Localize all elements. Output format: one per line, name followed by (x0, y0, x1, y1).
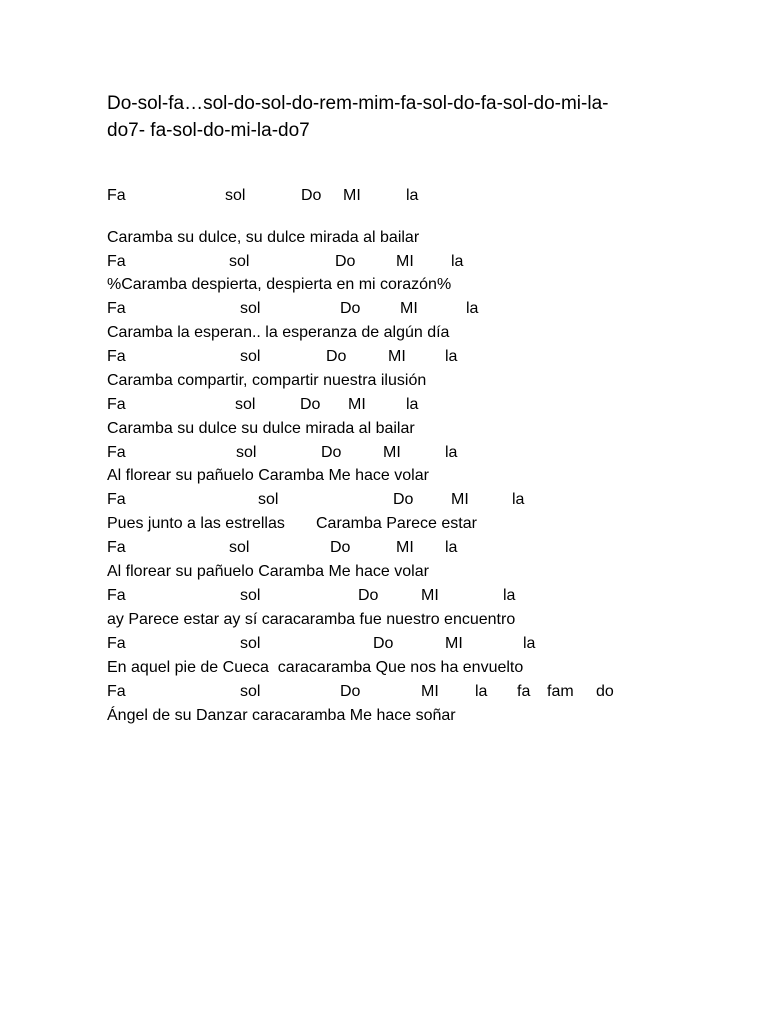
lyric-line: Caramba compartir, compartir nuestra ilusión (107, 372, 427, 389)
chord: Do (300, 396, 321, 413)
chord: Do (358, 587, 379, 604)
chord: sol (229, 253, 250, 270)
lyric-line: Caramba su dulce, su dulce mirada al bailar (107, 229, 420, 246)
chord: fam (547, 683, 574, 700)
chord: sol (235, 396, 256, 413)
chord: sol (240, 683, 261, 700)
chord: la (475, 683, 488, 700)
chord: Do (393, 491, 414, 508)
lyric-line (107, 514, 477, 534)
chord: Do (335, 253, 356, 270)
chord: Fa (107, 187, 126, 204)
chord: fa (517, 683, 531, 700)
chord: Fa (107, 587, 126, 604)
chord: MI (421, 683, 439, 700)
chord: MI (388, 348, 406, 365)
lyric-line: ay Parece estar ay sí caracaramba fue nuestro encuentro (107, 611, 516, 628)
intro-chord-sequence (107, 90, 667, 144)
chord: Do (330, 539, 351, 556)
lyric-line: Caramba su dulce su dulce mirada al bailar (107, 420, 415, 437)
chord: Fa (107, 539, 126, 556)
chord: Fa (107, 253, 126, 270)
chord: sol (229, 539, 250, 556)
chord: sol (240, 300, 261, 317)
chord: la (445, 348, 458, 365)
chord: sol (258, 491, 279, 508)
chord: sol (240, 348, 261, 365)
chord: Fa (107, 491, 126, 508)
lyric-line: Caramba la esperan.. la esperanza de algún día (107, 324, 450, 341)
chord: sol (236, 444, 257, 461)
lyric-line (107, 658, 523, 678)
chord: la (523, 635, 536, 652)
lyric-text: En aquel pie de Cueca caracaramba Que nos ha envuelto (107, 659, 524, 676)
chord: Fa (107, 396, 126, 413)
chord: Do (326, 348, 347, 365)
chord: MI (421, 587, 439, 604)
chord: Fa (107, 635, 126, 652)
chord: Do (340, 300, 361, 317)
chord: MI (396, 539, 414, 556)
chord: la (451, 253, 464, 270)
intro-line-2: do7- fa-sol-do-mi-la-do7 (107, 120, 310, 141)
chord: Fa (107, 683, 126, 700)
lyric-line: Al florear su pañuelo Caramba Me hace volar (107, 563, 429, 580)
chord: la (445, 539, 458, 556)
chord: MI (343, 187, 361, 204)
chord: sol (240, 587, 261, 604)
chord: la (406, 396, 419, 413)
chord: la (406, 187, 419, 204)
chord: MI (348, 396, 366, 413)
chord: do (596, 683, 614, 700)
chord: Do (340, 683, 361, 700)
chord: MI (445, 635, 463, 652)
chord: Do (321, 444, 342, 461)
chord: Fa (107, 348, 126, 365)
intro-line-1: Do-sol-fa…sol-do-sol-do-rem-mim-fa-sol-do-fa-sol-do-mi-la- (107, 93, 609, 114)
chord: la (466, 300, 479, 317)
chord: sol (225, 187, 246, 204)
chord: Do (301, 187, 322, 204)
chord: MI (451, 491, 469, 508)
chord: la (512, 491, 525, 508)
chord: MI (383, 444, 401, 461)
lyric-line: Ángel de su Danzar caracaramba Me hace soñar (107, 707, 456, 724)
lyric-text: Pues junto a las estrellas Caramba Parece estar (107, 515, 477, 532)
chord: Do (373, 635, 394, 652)
chord: sol (240, 635, 261, 652)
chord: MI (400, 300, 418, 317)
chord: la (503, 587, 516, 604)
chord: MI (396, 253, 414, 270)
chord: Fa (107, 444, 126, 461)
chord: Fa (107, 300, 126, 317)
chord: la (445, 444, 458, 461)
lyric-line: %Caramba despierta, despierta en mi corazón% (107, 276, 452, 293)
lyric-line: Al florear su pañuelo Caramba Me hace volar (107, 467, 429, 484)
